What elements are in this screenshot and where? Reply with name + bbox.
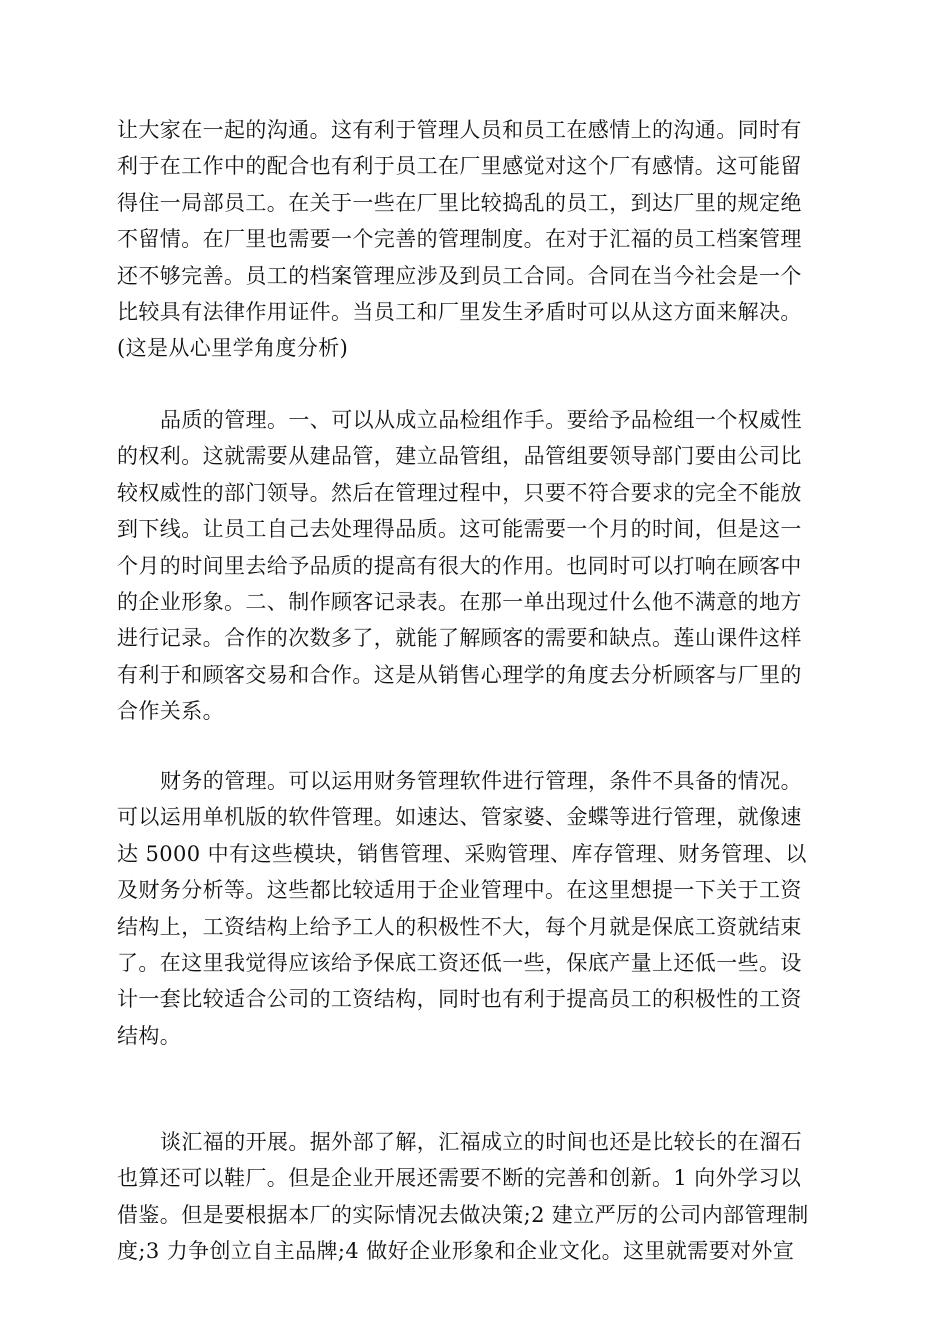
text-line-first: 财务的管理。可以运用财务管理软件进行管理，条件不具备的情况。	[160, 769, 802, 793]
text-line-first: 谈汇福的开展。据外部了解，汇福成立的时间也还是比较长的在溜石	[160, 1130, 802, 1154]
text-line: 也算还可以鞋厂。但是企业开展还需要不断的完善和创新。1 向外学习以	[117, 1166, 802, 1191]
paragraph-finance-management	[117, 763, 833, 1054]
text-line: 达 5000 中有这些模块，销售管理、采购管理、库存管理、财务管理、以	[117, 841, 807, 866]
text-line: 度;3 力争创立自主品牌;4 做好企业形象和企业文化。这里就需要对外宣	[117, 1239, 795, 1264]
text-line: 得住一局部员工。在关于一些在厂里比较捣乱的员工，到达厂里的规定绝	[117, 190, 802, 215]
text-line: (这是从心里学角度分析)	[117, 336, 349, 361]
text-line: 不留情。在厂里也需要一个完善的管理制度。在对于汇福的员工档案管理	[117, 227, 802, 252]
text-line: 较权威性的部门领导。然后在管理过程中，只要不符合要求的完全不能放	[117, 480, 802, 505]
text-line: 可以运用单机版的软件管理。如速达、管家婆、金蝶等进行管理，就像速	[117, 805, 802, 830]
text-line: 借鉴。但是要根据本厂的实际情况去做决策;2 建立严厉的公司内部管理制	[117, 1202, 809, 1227]
text-line: 比较具有法律作用证件。当员工和厂里发生矛盾时可以从这方面来解决。	[117, 299, 802, 324]
text-line: 的权利。这就需要从建品管，建立品管组，品管组要领导部门要由公司比	[117, 444, 802, 469]
text-line: 还不够完善。员工的档案管理应涉及到员工合同。合同在当今社会是一个	[117, 263, 802, 288]
paragraph-quality-management	[117, 402, 833, 730]
text-line: 及财务分析等。这些都比较适用于企业管理中。在这里想提一下关于工资	[117, 878, 802, 903]
text-line: 有利于和顾客交易和合作。这是从销售心理学的角度去分析顾客与厂里的	[117, 662, 802, 687]
text-line: 合作关系。	[117, 699, 224, 724]
text-line: 进行记录。合作的次数多了，就能了解顾客的需要和缺点。莲山课件这样	[117, 626, 802, 651]
paragraph-communication	[117, 112, 833, 367]
text-line: 个月的时间里去给予品质的提高有很大的作用。也同时可以打响在顾客中	[117, 553, 802, 578]
text-line: 的企业形象。二、制作顾客记录表。在那一单出现过什么他不满意的地方	[117, 589, 802, 614]
text-line: 让大家在一起的沟通。这有利于管理人员和员工在感情上的沟通。同时有	[117, 118, 802, 142]
text-line: 结构。	[117, 1023, 182, 1048]
text-line: 计一套比较适合公司的工资结构，同时也有利于提高员工的积极性的工资	[117, 987, 802, 1012]
text-line-first: 品质的管理。一、可以从成立品检组作手。要给予品检组一个权威性	[160, 408, 802, 432]
text-line: 到下线。让员工自己去处理得品质。这可能需要一个月的时间，但是这一	[117, 517, 802, 542]
paragraph-development	[117, 1124, 833, 1270]
text-line: 了。在这里我觉得应该给予保底工资还低一些，保底产量上还低一些。设	[117, 950, 802, 975]
text-line: 结构上，工资结构上给予工人的积极性不大，每个月就是保底工资就结束	[117, 914, 802, 939]
text-line: 利于在工作中的配合也有利于员工在厂里感觉对这个厂有感情。这可能留	[117, 154, 802, 179]
